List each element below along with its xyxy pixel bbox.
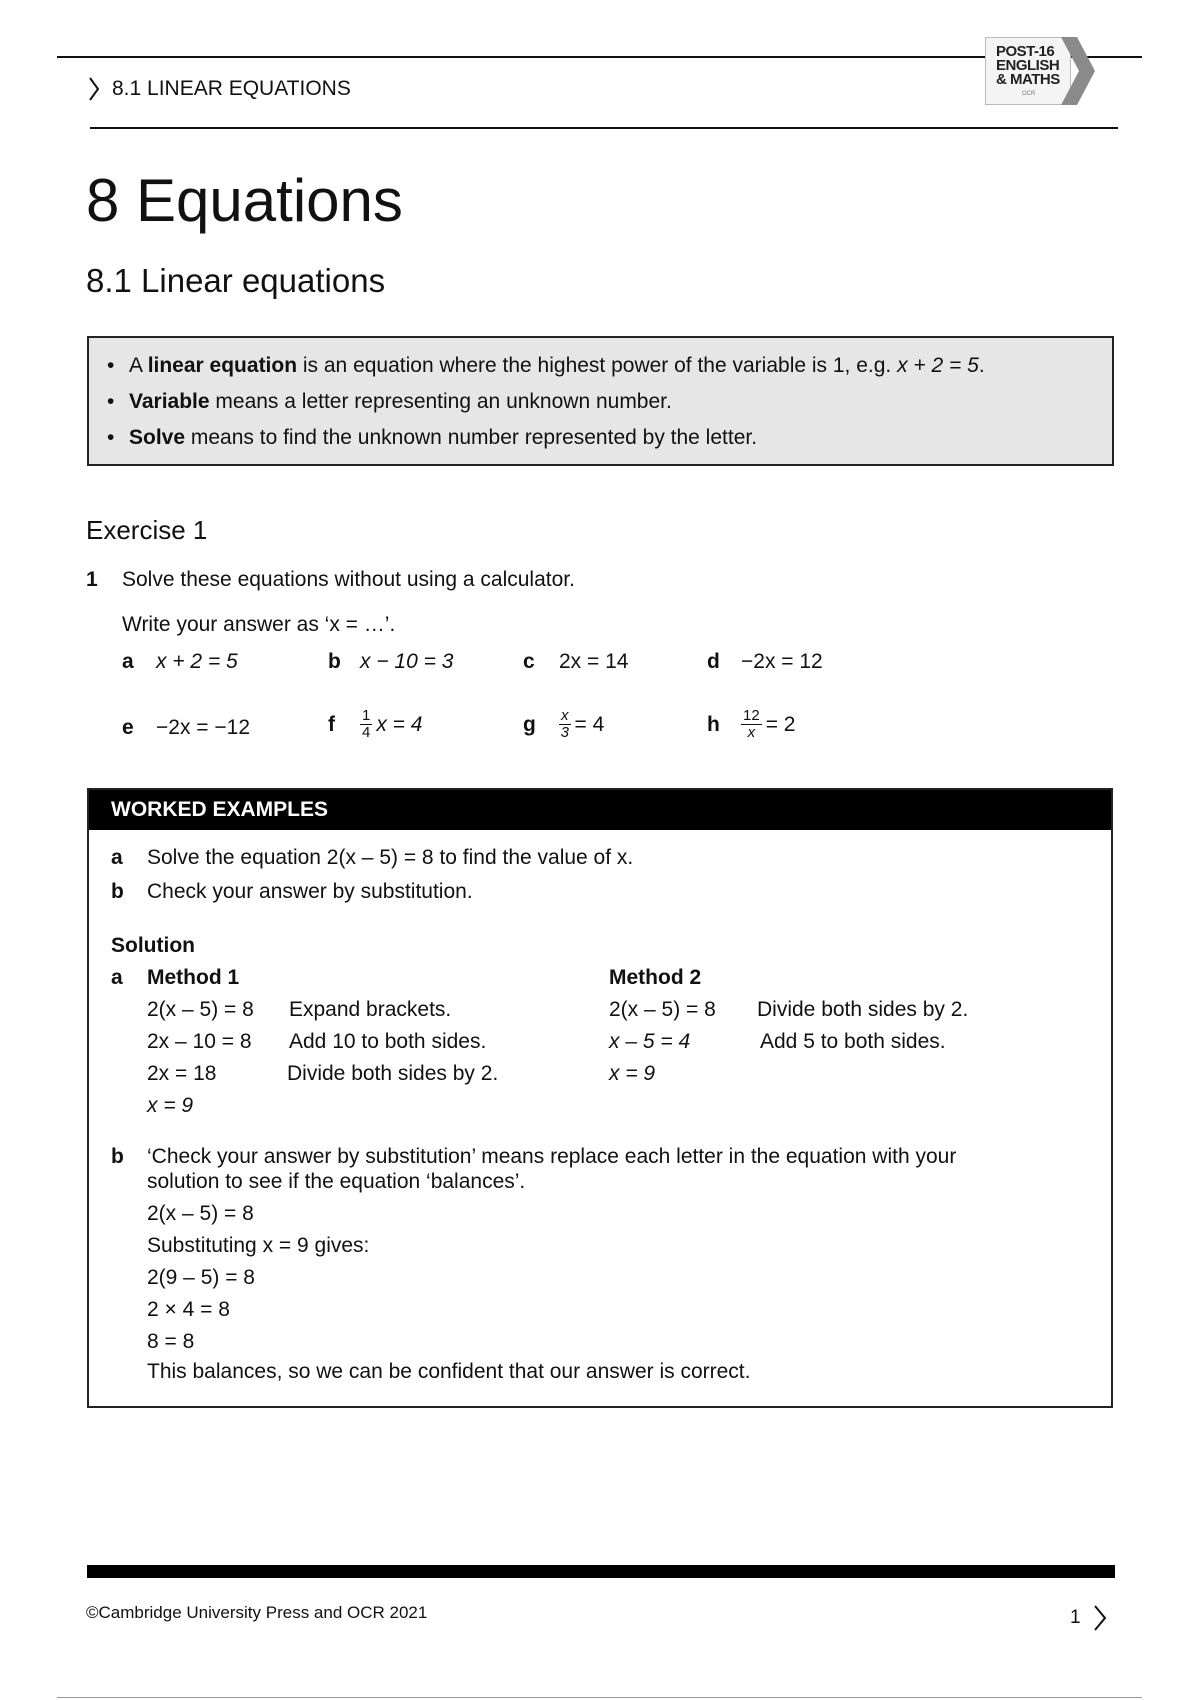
footer-bar [87, 1565, 1115, 1578]
method-1-step-eq: 2x = 18 [147, 1062, 217, 1085]
copyright: ©Cambridge University Press and OCR 2021 [86, 1603, 428, 1622]
definition-text: Variable means a letter representing an unknown number. [129, 390, 672, 413]
part-label: b [328, 650, 341, 673]
question-label: b [111, 880, 124, 903]
part-equation: 2x = 14 [559, 650, 629, 673]
definition-example: x + 2 = 5 [897, 354, 979, 377]
part-label: d [707, 650, 720, 673]
exercise-part [328, 650, 453, 674]
part-equation: −2x = 12 [741, 650, 823, 673]
method-2-step-eq: 2(x – 5) = 8 [609, 998, 716, 1021]
bullet: • [107, 354, 115, 377]
part-equation: x + 2 = 5 [156, 650, 238, 673]
part-equation: −2x = −12 [156, 716, 250, 739]
page-number [1070, 1604, 1107, 1632]
fraction [741, 708, 762, 741]
logo-line-1: POST-16 [996, 43, 1055, 60]
logo-tail-rule [1122, 56, 1142, 58]
post16-logo [985, 37, 1095, 105]
part-label: g [523, 712, 536, 736]
method-2-step-note: Divide both sides by 2. [757, 998, 969, 1021]
logo-chevron-icon [1057, 37, 1095, 105]
part-b-line: ‘Check your answer by substitution’ means replace each letter in the equation with your [147, 1145, 957, 1168]
definition-term: Solve [129, 426, 186, 449]
exercise-part [122, 716, 250, 740]
part-label: e [122, 716, 134, 739]
worked-question-a: Solve the equation 2(x – 5) = 8 to find the value of x. [147, 846, 634, 869]
substitution-step: 2(9 – 5) = 8 [147, 1266, 255, 1289]
fraction [360, 708, 372, 741]
part-label: a [122, 650, 134, 673]
definition-term: Variable [129, 390, 210, 413]
logo-small-text: OCR [1022, 91, 1036, 97]
answer-format: Write your answer as ‘x = …’. [122, 613, 396, 636]
part-label: f [328, 712, 335, 736]
exercise-part [328, 708, 422, 741]
part-equation: x = 4 [376, 712, 423, 736]
header-bottom-rule [90, 127, 1118, 129]
conclusion: This balances, so we can be confident that our answer is correct. [147, 1360, 751, 1383]
part-equation: = 2 [765, 712, 796, 736]
exercise-part [707, 650, 823, 674]
question-number: 1 [86, 568, 98, 591]
fraction-numerator: x [561, 707, 569, 724]
substitution-step: 2 × 4 = 8 [147, 1298, 230, 1321]
definition-item [107, 390, 672, 414]
logo-line-2: ENGLISH [996, 57, 1060, 74]
running-header [88, 76, 351, 102]
fraction [559, 708, 571, 741]
question-instruction: Solve these equations without using a calculator. [122, 568, 575, 591]
worked-examples-heading: WORKED EXAMPLES [89, 790, 1111, 830]
part-label: h [707, 712, 720, 736]
part-b-label: b [111, 1145, 124, 1168]
method-2-title: Method 2 [609, 966, 702, 989]
fraction-denominator: 4 [362, 724, 371, 741]
definition-item [107, 354, 985, 378]
part-equation: = 4 [574, 712, 605, 736]
method-1-title: Method 1 [147, 966, 240, 989]
definition-item [107, 426, 757, 450]
method-1-step-eq: x = 9 [147, 1094, 194, 1117]
part-label: c [523, 650, 535, 673]
exercise-part [122, 650, 238, 674]
bullet: • [107, 426, 115, 449]
definition-text: Solve means to find the unknown number represented by the letter. [129, 426, 758, 449]
method-1-step-eq: 2x – 10 = 8 [147, 1030, 252, 1053]
chapter-title: 8 Equations [86, 167, 403, 234]
method-1-step-note: Expand brackets. [289, 998, 452, 1021]
page-number-text: 1 [1070, 1607, 1081, 1628]
method-2-step-note: Add 5 to both sides. [760, 1030, 946, 1053]
method-2-step-eq: x – 5 = 4 [609, 1030, 691, 1053]
bullet: • [107, 390, 115, 413]
method-1-step-note: Add 10 to both sides. [289, 1030, 487, 1053]
definition-term: linear equation [147, 354, 298, 377]
exercise-part [523, 650, 628, 674]
header-top-rule [57, 56, 1142, 58]
method-2-step-eq: x = 9 [609, 1062, 656, 1085]
fraction-denominator: x [747, 724, 756, 741]
section-title: 8.1 Linear equations [86, 262, 386, 299]
section-label: 8.1 LINEAR EQUATIONS [112, 77, 351, 100]
method-1-step-note: Divide both sides by 2. [287, 1062, 499, 1085]
worked-examples-box [87, 788, 1113, 1408]
exercise-part [707, 708, 795, 741]
next-page-icon[interactable] [1093, 1604, 1107, 1632]
exercise-part [523, 708, 604, 741]
solution-heading: Solution [111, 934, 195, 957]
bottom-rule [57, 1697, 1142, 1698]
worked-question-b: Check your answer by substitution. [147, 880, 473, 903]
fraction-numerator: 12 [743, 707, 760, 724]
definition-text: A linear equation is an equation where the highest power of the variable is 1, e.g. x + 2 = 5. [129, 354, 985, 377]
fraction-denominator: 3 [560, 724, 569, 741]
part-b-line: solution to see if the equation ‘balances’. [147, 1170, 526, 1193]
definitions-box [87, 336, 1114, 466]
solution-label: a [111, 966, 123, 989]
exercise-title: Exercise 1 [86, 515, 208, 545]
chevron-right-icon [88, 76, 100, 102]
fraction-numerator: 1 [362, 707, 371, 724]
substitution-step: 8 = 8 [147, 1330, 195, 1353]
part-equation: x − 10 = 3 [360, 650, 454, 673]
substitution-step: 2(x – 5) = 8 [147, 1202, 254, 1225]
logo-line-3: & MATHS [996, 71, 1060, 88]
substitution-step: Substituting x = 9 gives: [147, 1234, 370, 1257]
question-label: a [111, 846, 123, 869]
method-1-step-eq: 2(x – 5) = 8 [147, 998, 254, 1021]
